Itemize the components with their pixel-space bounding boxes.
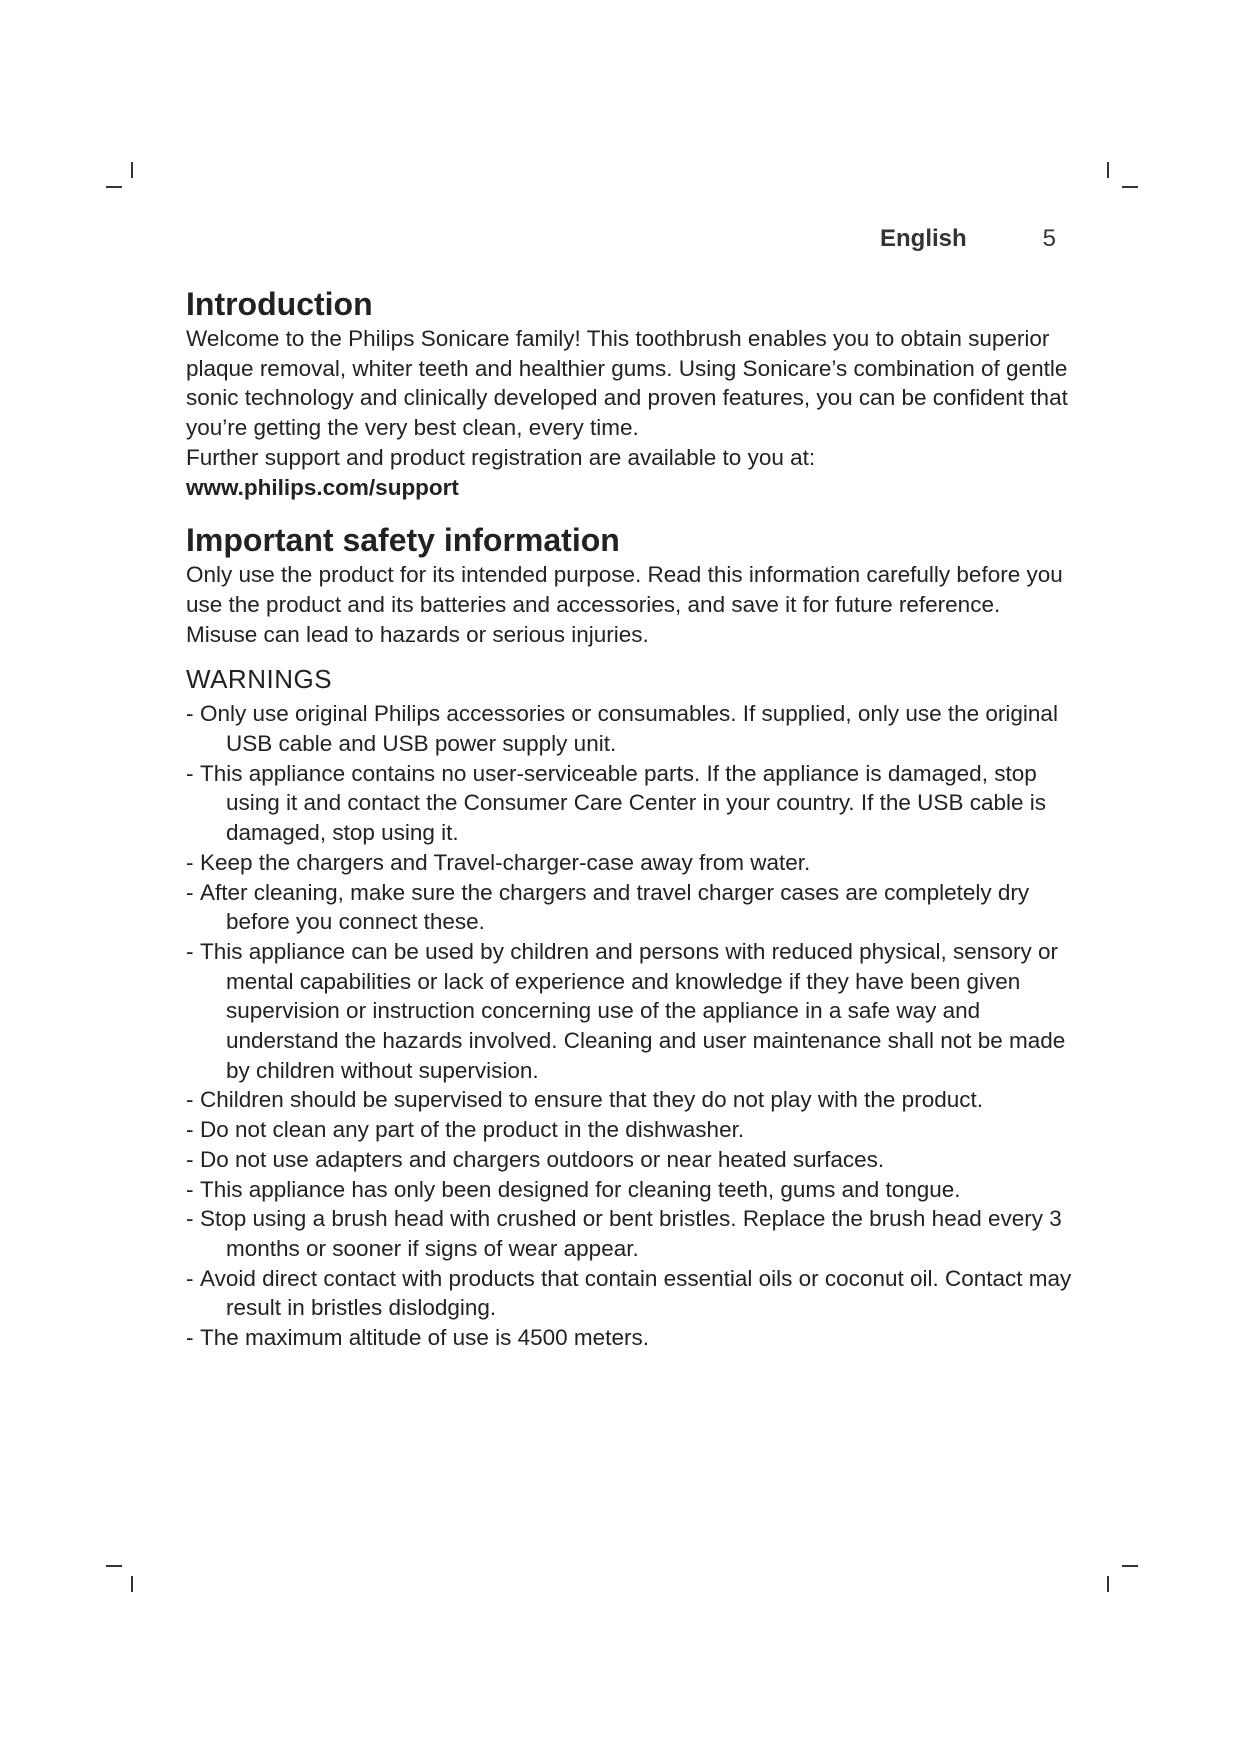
- warning-item: - After cleaning, make sure the chargers and travel charger cases are completely dry before you connect these.: [186, 879, 1030, 935]
- crop-mark-top-right-h: [1122, 186, 1138, 188]
- page-header: [880, 222, 1060, 256]
- warning-text: This appliance can be used by children and persons with reduced physical, sensory or mental capabilities or lack of experience and knowledge if they have been given supervision or instruction concerning use of the appliance in a safe way and understand the hazards involved. Cleaning and user maintenance shall not be made by children without supervision.: [200, 938, 1066, 1083]
- warning-text: Do not use adapters and chargers outdoors or near heated surfaces.: [200, 1146, 885, 1172]
- warning-text: Avoid direct contact with products that contain essential oils or coconut oil. Contact may result in bristles dislodging.: [200, 1265, 1072, 1321]
- page-content: [186, 284, 1076, 1353]
- crop-mark-top-right-v: [1107, 162, 1109, 178]
- warnings-list: [186, 699, 1076, 1352]
- warning-item: - Children should be supervised to ensure that they do not play with the product.: [186, 1087, 983, 1113]
- introduction-paragraph: Welcome to the Philips Sonicare family! This toothbrush enables you to obtain superior plaque removal, whiter teeth and healthier gums. Using Sonicare’s combination of gentle sonic technology and clinically developed and proven features, you can be confident that you’re getting the very best clean, every time.: [186, 326, 1068, 441]
- warning-text: After cleaning, make sure the chargers and travel charger cases are completely dry before you connect these.: [200, 879, 1030, 935]
- crop-mark-bottom-right-v: [1107, 1576, 1109, 1592]
- warning-item: - This appliance can be used by children and persons with reduced physical, sensory or mental capabilities or lack of experience and knowledge if they have been given supervision or instruction concerning use of the appliance in a safe way and understand the hazards involved. Cleaning and user maintenance shall not be made by children without supervision.: [186, 938, 1066, 1083]
- warnings-title: WARNINGS: [186, 664, 333, 695]
- safety-title: Important safety information: [186, 522, 620, 559]
- crop-mark-top-left-h: [106, 186, 122, 188]
- page-number: 5: [1042, 225, 1056, 252]
- warning-item: - Do not clean any part of the product in the dishwasher.: [186, 1117, 745, 1143]
- warning-text: Keep the chargers and Travel-charger-case away from water.: [200, 849, 811, 875]
- safety-section: [186, 520, 1076, 1353]
- warning-item: - This appliance has only been designed for cleaning teeth, gums and tongue.: [186, 1176, 961, 1202]
- introduction-title: Introduction: [186, 286, 373, 322]
- warning-text: Do not clean any part of the product in the dishwasher.: [200, 1117, 745, 1143]
- introduction-section: [186, 284, 1076, 502]
- warning-item: - The maximum altitude of use is 4500 meters.: [186, 1325, 649, 1351]
- warning-item: - Only use original Philips accessories or consumables. If supplied, only use the original USB cable and USB power supply unit.: [186, 701, 1058, 757]
- language-label: English: [880, 225, 967, 252]
- warning-text: This appliance has only been designed for cleaning teeth, gums and tongue.: [200, 1176, 961, 1202]
- crop-mark-top-left-v: [131, 162, 133, 178]
- warning-item: - Do not use adapters and chargers outdoors or near heated surfaces.: [186, 1146, 885, 1172]
- warning-item: - Keep the chargers and Travel-charger-case away from water.: [186, 849, 811, 875]
- warning-item: - Avoid direct contact with products that contain essential oils or coconut oil. Contact may result in bristles dislodging.: [186, 1265, 1072, 1321]
- crop-mark-bottom-left-v: [131, 1576, 133, 1592]
- crop-mark-bottom-right-h: [1122, 1565, 1138, 1567]
- warning-text: Children should be supervised to ensure that they do not play with the product.: [200, 1087, 983, 1113]
- support-text: Further support and product registration are available to you at:: [186, 444, 816, 470]
- warning-item: - Stop using a brush head with crushed or bent bristles. Replace the brush head every 3 months or sooner if signs of wear appear.: [186, 1206, 1062, 1261]
- warning-text: Stop using a brush head with crushed or bent bristles. Replace the brush head every 3 months or sooner if signs of wear appear.: [200, 1206, 1062, 1261]
- safety-paragraph: Only use the product for its intended purpose. Read this information carefully before you use the product and its batteries and accessories, and save it for future reference. Misuse can lead to hazards or serious injuries.: [186, 562, 1063, 647]
- warning-text: The maximum altitude of use is 4500 meters.: [200, 1325, 649, 1351]
- warning-item: - This appliance contains no user-serviceable parts. If the appliance is damaged, stop using it and contact the Consumer Care Center in your country. If the USB cable is damaged, stop using it.: [186, 760, 1046, 846]
- support-url: www.philips.com/support: [186, 474, 459, 500]
- warning-text: This appliance contains no user-serviceable parts. If the appliance is damaged, stop using it and contact the Consumer Care Center in your country. If the USB cable is damaged, stop using it.: [200, 760, 1046, 846]
- crop-mark-bottom-left-h: [106, 1565, 122, 1567]
- warning-text: Only use original Philips accessories or consumables. If supplied, only use the original USB cable and USB power supply unit.: [200, 701, 1058, 757]
